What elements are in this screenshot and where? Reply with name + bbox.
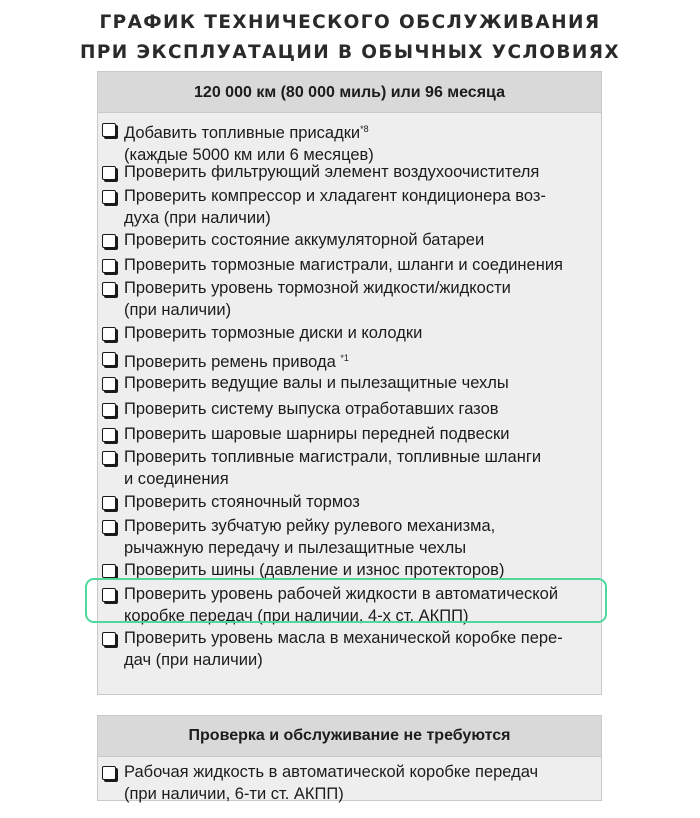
checkbox-icon[interactable]	[102, 282, 116, 296]
no-service-header: Проверка и обслуживание не требуются	[98, 716, 601, 757]
schedule-item[interactable]	[102, 515, 600, 559]
footnote-mark: *8	[360, 124, 369, 134]
item-text: Проверить зубчатую рейку рулевого механизма,	[124, 517, 496, 535]
item-text-continued: духа (при наличии)	[124, 209, 271, 227]
item-text: Проверить уровень масла в механической коробке пере-	[124, 629, 563, 647]
checkbox-icon[interactable]	[102, 327, 116, 341]
checkbox-icon[interactable]	[102, 564, 116, 578]
item-text-continued: (каждые 5000 км или 6 месяцев)	[124, 146, 374, 164]
title-line-1: ГРАФИК ТЕХНИЧЕСКОГО ОБСЛУЖИВАНИЯ	[99, 12, 601, 33]
checkbox-icon[interactable]	[102, 234, 116, 248]
item-text: Проверить ведущие валы и пылезащитные чехлы	[124, 374, 509, 392]
item-text: Проверить систему выпуска отработавших газов	[124, 400, 499, 418]
title-line-2: ПРИ ЭКСПЛУАТАЦИИ В ОБЫЧНЫХ УСЛОВИЯХ	[79, 42, 621, 63]
item-text-continued: (при наличии, 6-ти ст. АКПП)	[124, 785, 344, 803]
item-text: Рабочая жидкость в автоматической коробке передач	[124, 763, 539, 781]
document-title	[0, 8, 700, 68]
schedule-item[interactable]	[102, 322, 600, 344]
schedule-item[interactable]	[102, 185, 600, 229]
checkbox-icon[interactable]	[102, 451, 116, 465]
checkbox-icon[interactable]	[102, 190, 116, 204]
schedule-item[interactable]	[102, 347, 600, 373]
item-text: Добавить топливные присадки	[124, 124, 361, 142]
item-text: Проверить стояночный тормоз	[124, 493, 360, 511]
checkbox-icon[interactable]	[102, 428, 116, 442]
schedule-item[interactable]	[102, 254, 600, 276]
item-text: Проверить тормозные диски и колодки	[124, 324, 423, 342]
checkbox-icon[interactable]	[102, 632, 116, 646]
checkbox-icon[interactable]	[102, 123, 116, 137]
item-text: Проверить шаровые шарниры передней подвески	[124, 425, 510, 443]
checkbox-icon[interactable]	[102, 166, 116, 180]
item-text-continued: и соединения	[124, 470, 229, 488]
schedule-item[interactable]	[102, 118, 600, 166]
schedule-item[interactable]	[102, 161, 600, 183]
schedule-item[interactable]	[102, 446, 600, 490]
item-text-continued: коробке передач (при наличии, 4-х ст. АКПП)	[124, 607, 469, 625]
item-text-continued: рычажную передачу и пылезащитные чехлы	[124, 539, 467, 557]
no-service-box	[97, 715, 602, 801]
schedule-item[interactable]	[102, 627, 600, 671]
item-text-continued: (при наличии)	[124, 301, 232, 319]
highlight-frame	[85, 578, 607, 623]
schedule-item[interactable]	[102, 229, 600, 251]
schedule-item[interactable]	[102, 398, 600, 420]
schedule-item[interactable]	[102, 423, 600, 445]
checkbox-icon[interactable]	[102, 377, 116, 391]
checkbox-icon[interactable]	[102, 766, 116, 780]
checkbox-icon[interactable]	[102, 520, 116, 534]
item-text: Проверить уровень рабочей жидкости в автоматической	[124, 585, 559, 603]
schedule-item[interactable]	[102, 491, 600, 513]
footnote-mark: *1	[340, 353, 349, 363]
item-text: Проверить ремень привода	[124, 353, 336, 371]
item-text: Проверить шины (давление и износ протекторов)	[124, 561, 505, 579]
item-text: Проверить тормозные магистрали, шланги и соединения	[124, 256, 563, 274]
item-text-continued: дач (при наличии)	[124, 651, 263, 669]
item-text: Проверить состояние аккумуляторной батареи	[124, 231, 485, 249]
schedule-header: 120 000 км (80 000 миль) или 96 месяца	[98, 72, 601, 113]
checkbox-icon[interactable]	[102, 259, 116, 273]
checkbox-icon[interactable]	[102, 496, 116, 510]
checkbox-icon[interactable]	[102, 352, 116, 366]
item-text: Проверить компрессор и хладагент кондиционера воз-	[124, 187, 546, 205]
schedule-item[interactable]	[102, 277, 600, 321]
item-text: Проверить фильтрующий элемент воздухоочистителя	[124, 163, 540, 181]
schedule-item[interactable]	[102, 372, 600, 394]
no-service-item[interactable]	[102, 761, 600, 805]
checkbox-icon[interactable]	[102, 403, 116, 417]
item-text: Проверить уровень тормозной жидкости/жидкости	[124, 279, 511, 297]
item-text: Проверить топливные магистрали, топливные шланги	[124, 448, 542, 466]
